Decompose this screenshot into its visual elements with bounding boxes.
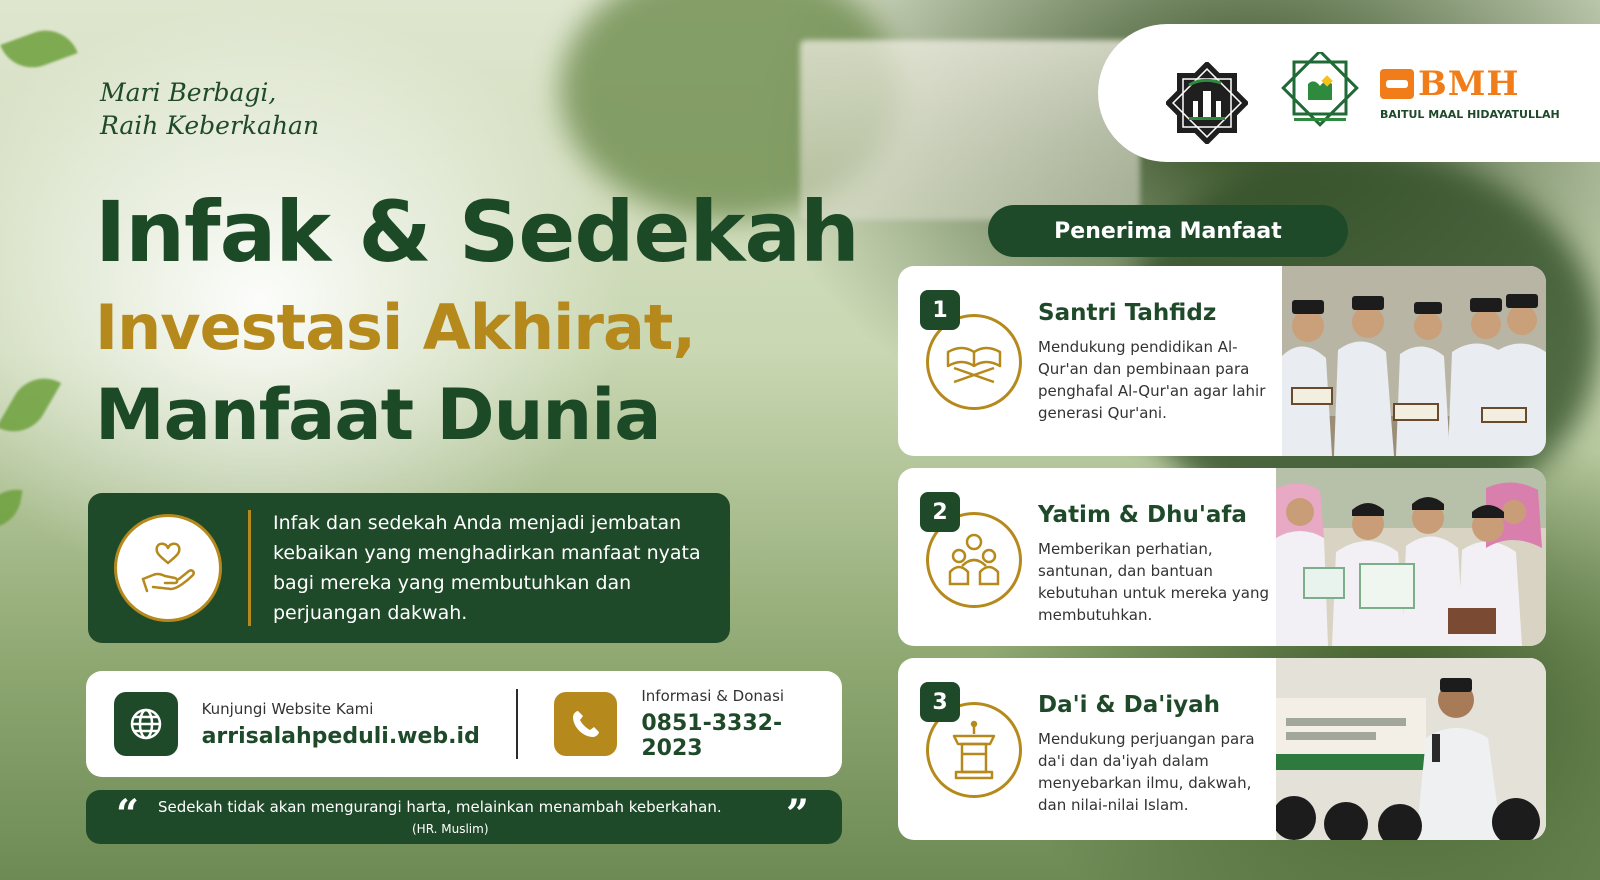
beneficiary-desc: Memberikan perhatian, santunan, dan bantuan kebutuhan untuk mereka yang membutuhkan. bbox=[1038, 540, 1270, 624]
logo-panel bbox=[1098, 24, 1600, 162]
website-info[interactable] bbox=[202, 700, 480, 749]
beneficiary-number: 1 bbox=[920, 290, 960, 330]
headline-line-1: Infak & Sedekah bbox=[95, 183, 859, 281]
beneficiary-number: 2 bbox=[920, 492, 960, 532]
beneficiary-number: 3 bbox=[920, 682, 960, 722]
website-label: Kunjungi Website Kami bbox=[201, 699, 374, 718]
contact-divider bbox=[516, 689, 518, 759]
phone-info[interactable] bbox=[641, 687, 842, 761]
beneficiary-desc: Mendukung perjuangan para da'i dan da'iyah dalam menyebarkan ilmu, dakwah, dan nilai-nilai Islam. bbox=[1038, 730, 1255, 814]
heart-hand-icon bbox=[114, 514, 222, 622]
tagline-line-1: Mari Berbagi, bbox=[100, 78, 277, 107]
leaf-decoration bbox=[0, 484, 23, 533]
phone-icon[interactable] bbox=[554, 692, 618, 756]
phone-number[interactable]: 0851-3332-2023 bbox=[641, 711, 783, 761]
beneficiary-title: Da'i & Da'iyah bbox=[1038, 692, 1221, 718]
arrisalah-logo bbox=[1166, 62, 1248, 148]
headline bbox=[95, 178, 859, 460]
leaf-decoration bbox=[0, 366, 61, 444]
bmh-subtitle: BAITUL MAAL HIDAYATULLAH bbox=[1380, 108, 1560, 121]
headline-line-3: Manfaat Dunia bbox=[95, 374, 661, 456]
beneficiary-card bbox=[898, 266, 1546, 456]
intro-box bbox=[88, 493, 730, 643]
close-quote-icon: ” bbox=[786, 791, 810, 838]
contact-bar bbox=[86, 671, 842, 777]
dai-photo bbox=[1276, 658, 1546, 840]
beneficiaries-title: Penerima Manfaat bbox=[988, 205, 1348, 257]
quote-box bbox=[86, 790, 842, 844]
intro-text: Infak dan sedekah Anda menjadi jembatan kebaikan yang menghadirkan manfaat nyata bagi mereka yang membutuhkan dan perjuangan dakwah. bbox=[273, 512, 701, 624]
bmh-logo bbox=[1380, 64, 1560, 121]
tagline-line-2: Raih Keberkahan bbox=[100, 111, 320, 140]
hidayatullah-logo bbox=[1280, 52, 1360, 136]
santri-photo bbox=[1282, 266, 1546, 456]
open-quote-icon: “ bbox=[116, 791, 140, 838]
beneficiary-desc: Mendukung pendidikan Al-Qur'an dan pembinaan para penghafal Al-Qur'an agar lahir generasi Qur'ani. bbox=[1038, 338, 1266, 422]
beneficiary-title: Santri Tahfidz bbox=[1038, 300, 1217, 326]
bmh-name: BMH bbox=[1418, 64, 1520, 104]
website-link[interactable]: arrisalahpeduli.web.id bbox=[201, 723, 480, 749]
phone-label: Informasi & Donasi bbox=[641, 687, 785, 705]
tagline bbox=[100, 76, 319, 142]
beneficiary-card bbox=[898, 468, 1546, 646]
leaf-decoration bbox=[0, 21, 77, 77]
globe-icon[interactable] bbox=[114, 692, 178, 756]
quote-text: Sedekah tidak akan mengurangi harta, melainkan menambah keberkahan. bbox=[158, 798, 722, 816]
bmh-mark-icon bbox=[1380, 69, 1414, 99]
headline-line-2: Investasi Akhirat, bbox=[95, 291, 696, 364]
intro-divider bbox=[248, 510, 251, 626]
beneficiary-title: Yatim & Dhu'afa bbox=[1038, 502, 1247, 528]
beneficiary-card bbox=[898, 658, 1546, 840]
quote-source: (HR. Muslim) bbox=[412, 822, 489, 836]
yatim-photo bbox=[1276, 468, 1546, 646]
